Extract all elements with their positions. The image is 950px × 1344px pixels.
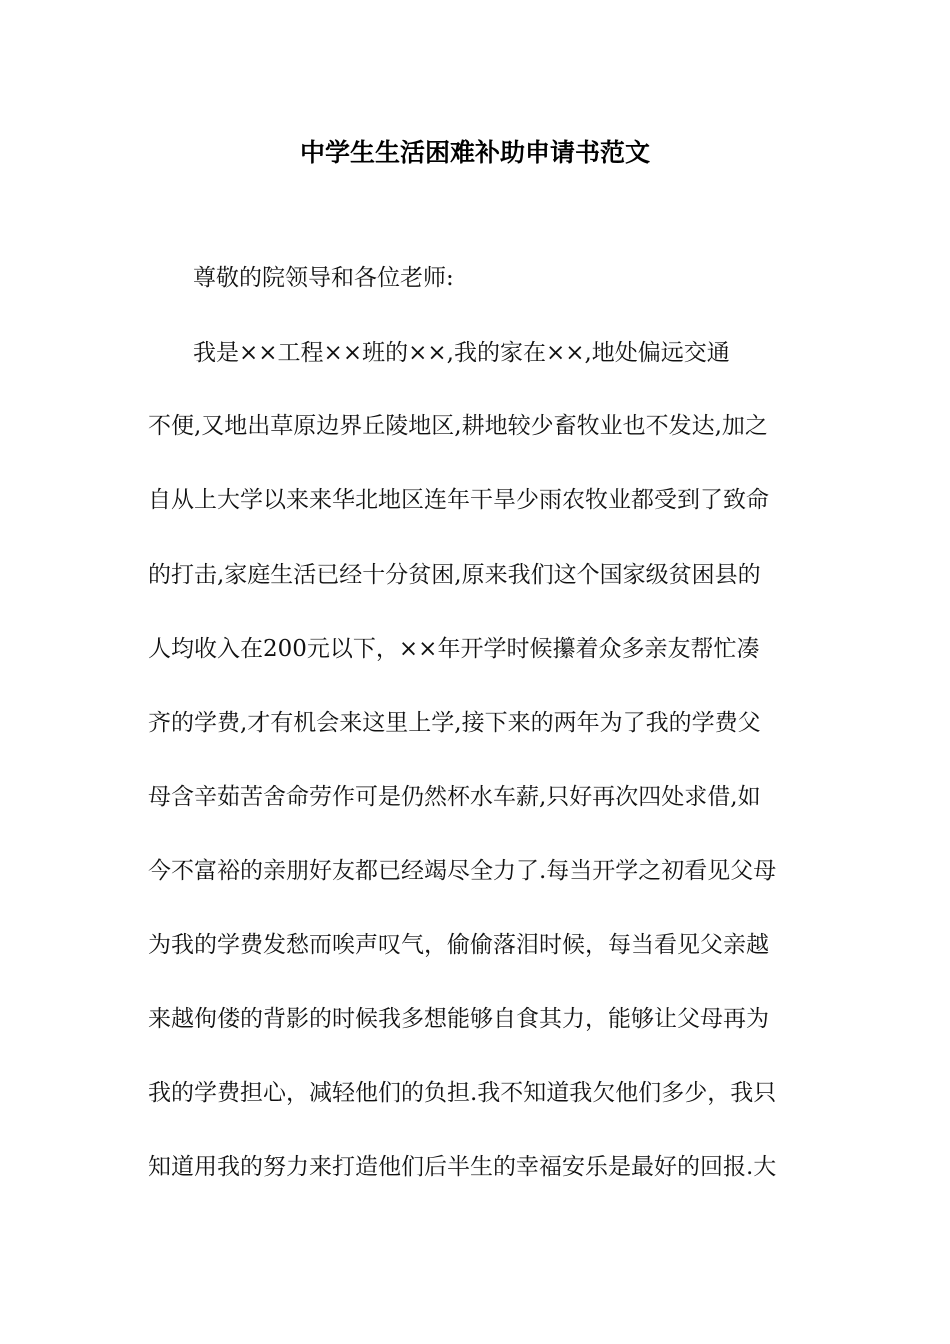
body-line: 我是××工程××班的××,我的家在××,地处偏远交通 bbox=[193, 340, 730, 366]
body-line: 人均收入在200元以下，××年开学时候攥着众多亲友帮忙凑 bbox=[148, 636, 760, 662]
body-line: 今不富裕的亲朋好友都已经竭尽全力了.每当开学之初看见父母 bbox=[148, 858, 777, 884]
body-line: 自从上大学以来来华北地区连年干旱少雨农牧业都受到了致命 bbox=[148, 487, 769, 513]
body-line: 我的学费担心，减轻他们的负担.我不知道我欠他们多少，我只 bbox=[148, 1080, 777, 1106]
document-title: 中学生生活困难补助申请书范文 bbox=[299, 138, 650, 167]
salutation: 尊敬的院领导和各位老师: bbox=[193, 265, 454, 291]
body-line: 不便,又地出草原边界丘陵地区,耕地较少畜牧业也不发达,加之 bbox=[148, 413, 768, 439]
body-line: 为我的学费发愁而唉声叹气，偷偷落泪时候，每当看见父亲越 bbox=[148, 932, 769, 958]
body-line: 知道用我的努力来打造他们后半生的幸福安乐是最好的回报.大 bbox=[148, 1154, 777, 1180]
body-line: 母含辛茹苦舍命劳作可是仍然杯水车薪,只好再次四处求借,如 bbox=[148, 784, 761, 810]
body-line: 的打击,家庭生活已经十分贫困,原来我们这个国家级贫困县的 bbox=[148, 562, 761, 588]
body-line: 来越佝偻的背影的时候我多想能够自食其力，能够让父母再为 bbox=[148, 1006, 769, 1032]
body-line: 齐的学费,才有机会来这里上学,接下来的两年为了我的学费父 bbox=[148, 710, 761, 736]
